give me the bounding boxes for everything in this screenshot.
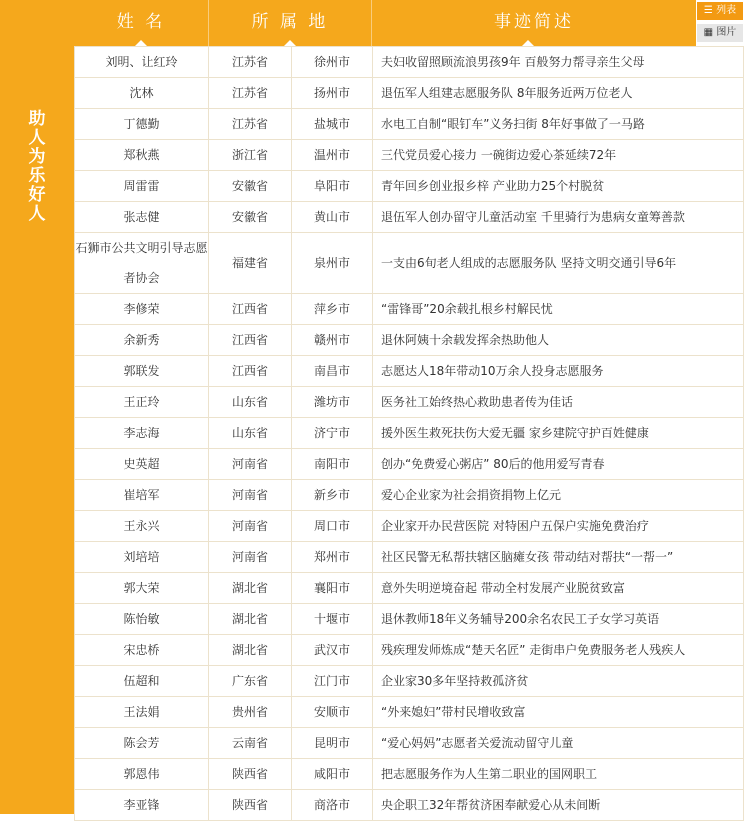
deed-summary: “雷锋哥”20余载扎根乡村解民忧 [373,294,744,325]
table-row [75,356,744,387]
view-toggle [696,0,744,46]
province-cell: 湖北省 [209,635,292,666]
deed-summary: 社区民警无私帮扶辖区脑瘫女孩 带动结对帮扶“一帮一” [373,542,744,573]
city-cell: 温州市 [292,140,373,171]
city-cell: 襄阳市 [292,573,373,604]
table-row [75,449,744,480]
province-cell: 山东省 [209,387,292,418]
person-name: 史英超 [75,449,209,480]
table-row [75,47,744,78]
grid-icon: ▦ [703,27,714,38]
table-row [75,759,744,790]
province-cell: 江西省 [209,294,292,325]
person-name: 陈会芳 [75,728,209,759]
city-cell: 新乡市 [292,480,373,511]
province-cell: 江苏省 [209,78,292,109]
province-cell: 浙江省 [209,140,292,171]
city-cell: 黄山市 [292,202,373,233]
deed-summary: 志愿达人18年带动10万余人投身志愿服务 [373,356,744,387]
province-cell: 湖北省 [209,604,292,635]
table-row [75,542,744,573]
province-cell: 广东省 [209,666,292,697]
table-row [75,697,744,728]
city-cell: 扬州市 [292,78,373,109]
province-cell: 江苏省 [209,47,292,78]
table-row [75,233,744,294]
city-cell: 南昌市 [292,356,373,387]
deed-summary: “外来媳妇”带村民增收致富 [373,697,744,728]
table-row [75,511,744,542]
person-name: 刘明、让红玲 [75,47,209,78]
province-cell: 贵州省 [209,697,292,728]
deed-summary: 一支由6旬老人组成的志愿服务队 坚持文明交通引导6年 [373,233,744,294]
person-name: 王正玲 [75,387,209,418]
city-cell: 咸阳市 [292,759,373,790]
province-cell: 安徽省 [209,202,292,233]
city-cell: 萍乡市 [292,294,373,325]
city-cell: 周口市 [292,511,373,542]
table-row [75,666,744,697]
person-name: 宋忠桥 [75,635,209,666]
list-view-label: 列表 [716,5,737,16]
person-name: 陈怡敏 [75,604,209,635]
table-row [75,78,744,109]
province-cell: 江苏省 [209,109,292,140]
deed-summary: 创办“免费爱心粥店” 80后的他用爱写青春 [373,449,744,480]
person-name: 沈林 [75,78,209,109]
person-name: 郭大荣 [75,573,209,604]
deed-summary: 退伍军人创办留守儿童活动室 千里骑行为患病女童筹善款 [373,202,744,233]
list-view-button[interactable] [697,2,743,20]
person-name: 周雷雷 [75,171,209,202]
deed-summary: 意外失明逆境奋起 带动全村发展产业脱贫致富 [373,573,744,604]
table-row [75,728,744,759]
deed-summary: 医务社工始终热心救助患者传为佳话 [373,387,744,418]
person-name: 王法娟 [75,697,209,728]
table-header [74,0,696,46]
province-cell: 云南省 [209,728,292,759]
city-cell: 昆明市 [292,728,373,759]
table-row [75,140,744,171]
picture-view-label: 图片 [716,27,737,38]
table-row [75,790,744,821]
city-cell: 潍坊市 [292,387,373,418]
deed-summary: 水电工自制“眼钉车”义务扫街 8年好事做了一马路 [373,109,744,140]
deed-summary: 企业家30多年坚持救孤济贫 [373,666,744,697]
province-cell: 陕西省 [209,759,292,790]
honor-table [74,46,744,821]
person-name: 刘培培 [75,542,209,573]
person-name: 李亚锋 [75,790,209,821]
person-name: 郑秋燕 [75,140,209,171]
city-cell: 徐州市 [292,47,373,78]
person-name: 伍超和 [75,666,209,697]
deed-summary: 三代党员爱心接力 一碗街边爱心茶延续72年 [373,140,744,171]
province-cell: 江西省 [209,325,292,356]
header-name: 姓 名 [116,12,166,32]
deed-summary: 把志愿服务作为人生第二职业的国网职工 [373,759,744,790]
category-title: 助人为乐好人 [28,109,46,224]
deed-summary: 残疾理发师炼成“楚天名匠” 走街串户免费服务老人残疾人 [373,635,744,666]
table-row [75,171,744,202]
person-name: 李修荣 [75,294,209,325]
person-name: 王永兴 [75,511,209,542]
province-cell: 河南省 [209,449,292,480]
deed-summary: 青年回乡创业报乡梓 产业助力25个村脱贫 [373,171,744,202]
deed-summary: 夫妇收留照顾流浪男孩9年 百般努力帮寻亲生父母 [373,47,744,78]
province-cell: 安徽省 [209,171,292,202]
person-name: 余新秀 [75,325,209,356]
table-row [75,573,744,604]
person-name: 张志健 [75,202,209,233]
city-cell: 盐城市 [292,109,373,140]
city-cell: 泉州市 [292,233,373,294]
province-cell: 河南省 [209,480,292,511]
province-cell: 河南省 [209,511,292,542]
city-cell: 郑州市 [292,542,373,573]
person-name: 崔培军 [75,480,209,511]
list-icon: ☰ [703,5,713,16]
deed-summary: 央企职工32年帮贫济困奉献爱心从未间断 [373,790,744,821]
table-row [75,294,744,325]
province-cell: 山东省 [209,418,292,449]
table-row [75,635,744,666]
table-row [75,480,744,511]
honor-table-wrapper [74,46,744,814]
table-row [75,604,744,635]
city-cell: 阜阳市 [292,171,373,202]
deed-summary: 退伍军人组建志愿服务队 8年服务近两万位老人 [373,78,744,109]
province-cell: 湖北省 [209,573,292,604]
sidebar [0,0,74,814]
city-cell: 十堰市 [292,604,373,635]
province-cell: 河南省 [209,542,292,573]
table-row [75,418,744,449]
person-name: 郭恩伟 [75,759,209,790]
person-name: 石狮市公共文明引导志愿者协会 [75,233,209,294]
person-name: 丁德勤 [75,109,209,140]
deed-summary: 退休阿姨十余载发挥余热助他人 [373,325,744,356]
city-cell: 武汉市 [292,635,373,666]
province-cell: 福建省 [209,233,292,294]
person-name: 郭联发 [75,356,209,387]
province-cell: 陕西省 [209,790,292,821]
table-row [75,387,744,418]
table-row [75,109,744,140]
city-cell: 济宁市 [292,418,373,449]
table-row [75,325,744,356]
city-cell: 商洛市 [292,790,373,821]
deed-summary: 企业家开办民营医院 对特困户五保户实施免费治疗 [373,511,744,542]
table-row [75,202,744,233]
city-cell: 南阳市 [292,449,373,480]
city-cell: 江门市 [292,666,373,697]
province-cell: 江西省 [209,356,292,387]
city-cell: 赣州市 [292,325,373,356]
city-cell: 安顺市 [292,697,373,728]
person-name: 李志海 [75,418,209,449]
picture-view-button[interactable] [697,24,743,42]
header-deeds: 事迹简述 [494,12,574,32]
deed-summary: 援外医生救死扶伤大爱无疆 家乡建院守护百姓健康 [373,418,744,449]
deed-summary: 爱心企业家为社会捐资捐物上亿元 [373,480,744,511]
deed-summary: “爱心妈妈”志愿者关爱流动留守儿童 [373,728,744,759]
deed-summary: 退休教师18年义务辅导200余名农民工子女学习英语 [373,604,744,635]
header-location: 所 属 地 [251,12,329,32]
